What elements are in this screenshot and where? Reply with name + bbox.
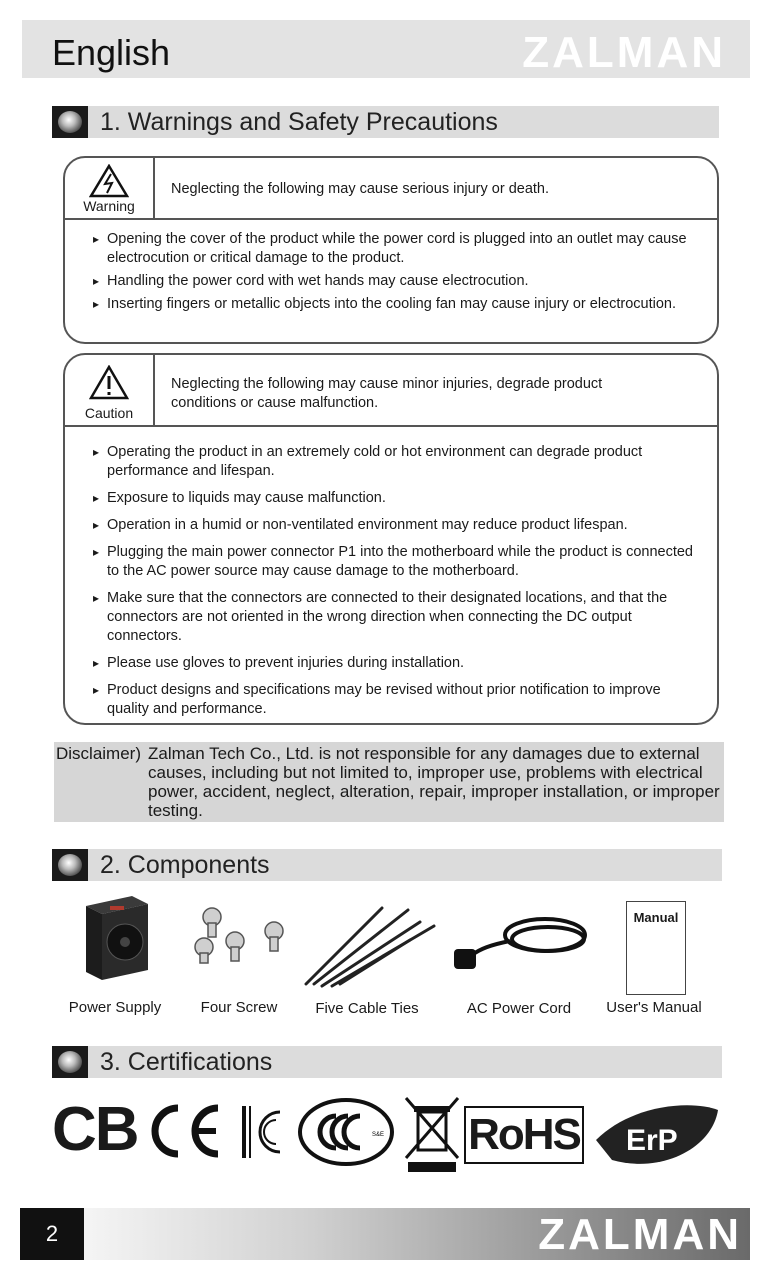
electric-hazard-icon: [89, 164, 129, 198]
list-item: ▸ Handling the power cord with wet hands may cause electrocution.: [89, 272, 703, 291]
rohs-logo-icon: RoHS: [464, 1106, 584, 1164]
caution-icon: [89, 365, 129, 401]
warning-headline: Neglecting the following may cause serious injury or death.: [171, 181, 550, 197]
power-cord-image: [450, 905, 595, 975]
language-title: English: [52, 32, 171, 73]
list-item: ▸ Exposure to liquids may cause malfunction.: [89, 489, 703, 508]
page-footer: [20, 1208, 750, 1260]
list-item: ▸ Make sure that the connectors are connected to their designated locations, and that the connectors are not oriented in the wrong direction when connecting the DC output connectors.: [89, 589, 703, 646]
section-header-components: [52, 849, 722, 881]
bullet-ball-icon: [52, 106, 88, 138]
screws-image: [190, 905, 300, 965]
section-header-warnings: [52, 106, 719, 138]
disclaimer-box: [54, 742, 724, 822]
bullet-ball-icon: [52, 1046, 88, 1078]
page-number: 2: [20, 1208, 84, 1260]
footer-brand-logo: ZALMAN: [538, 1210, 742, 1259]
page-header: [22, 20, 750, 78]
section-title: 3. Certifications: [100, 1048, 273, 1076]
list-item: ▸ Plugging the main power connector P1 into the motherboard while the product is connected to the AC power source may cause damage to the motherboard.: [89, 543, 703, 581]
list-item: ▸ Operating the product in an extremely cold or hot environment can degrade product performance and lifespan.: [89, 443, 703, 481]
list-item: ▸ Operation in a humid or non-ventilated environment may reduce product lifespan.: [89, 516, 703, 535]
component-label: User's Manual: [606, 999, 702, 1016]
brand-logo: ZALMAN: [522, 28, 726, 77]
warning-box: [63, 156, 719, 344]
manual-image: [626, 901, 686, 995]
section-title: 1. Warnings and Safety Precautions: [100, 108, 498, 136]
caution-headline: Neglecting the following may cause minor injuries, degrade product conditions or cause malfunction.: [171, 376, 603, 411]
weee-bin-icon: [404, 1096, 460, 1174]
ce-mark-icon: [146, 1102, 224, 1160]
warning-header: [65, 158, 717, 220]
section-header-certifications: [52, 1046, 722, 1078]
list-item: ▸ Opening the cover of the product while the power cord is plugged into an outlet may cause electrocution or critical damage to the product.: [89, 230, 703, 268]
component-label: Power Supply: [68, 999, 162, 1016]
ccc-sub-text: S&E: [372, 1132, 385, 1138]
component-label: AC Power Cord: [466, 1000, 572, 1017]
list-item: ▸ Inserting fingers or metallic objects into the cooling fan may cause injury or electrocution.: [89, 295, 703, 314]
cb-logo-icon: CB: [52, 1095, 138, 1164]
kc-mark-icon: [240, 1102, 284, 1162]
ccc-mark-icon: [296, 1096, 396, 1168]
caution-label: Caution: [84, 405, 134, 421]
caution-box: [63, 353, 719, 725]
erp-sub-text: READY: [678, 1159, 703, 1166]
power-supply-image: [80, 892, 152, 984]
list-item: ▸ Please use gloves to prevent injuries during installation.: [89, 654, 703, 673]
list-item: ▸ Product designs and specifications may be revised without prior notification to improve quality and performance.: [89, 681, 703, 719]
caution-icon-cell: [65, 355, 155, 425]
bullet-ball-icon: [52, 849, 88, 881]
component-label: Four Screw: [200, 999, 278, 1016]
warning-list: [89, 230, 703, 314]
caution-header: [65, 355, 717, 427]
cable-ties-image: [300, 900, 440, 988]
disclaimer-text: Zalman Tech Co., Ltd. is not responsible for any damages due to external causes, including but not limited to, improper use, problems with electrical power, accident, neglect, alteration, repair, improper installation, or improper testing.: [148, 744, 720, 820]
component-label: Five Cable Ties: [315, 1000, 419, 1017]
erp-text: ErP: [626, 1124, 678, 1157]
disclaimer-prefix: Disclaimer): [56, 744, 141, 763]
manual-cover-text: Manual: [633, 910, 679, 925]
warning-label: Warning: [83, 198, 135, 214]
warning-icon-cell: [65, 158, 155, 218]
caution-list: [89, 443, 703, 719]
section-title: 2. Components: [100, 851, 270, 879]
erp-ready-icon: [592, 1100, 722, 1174]
